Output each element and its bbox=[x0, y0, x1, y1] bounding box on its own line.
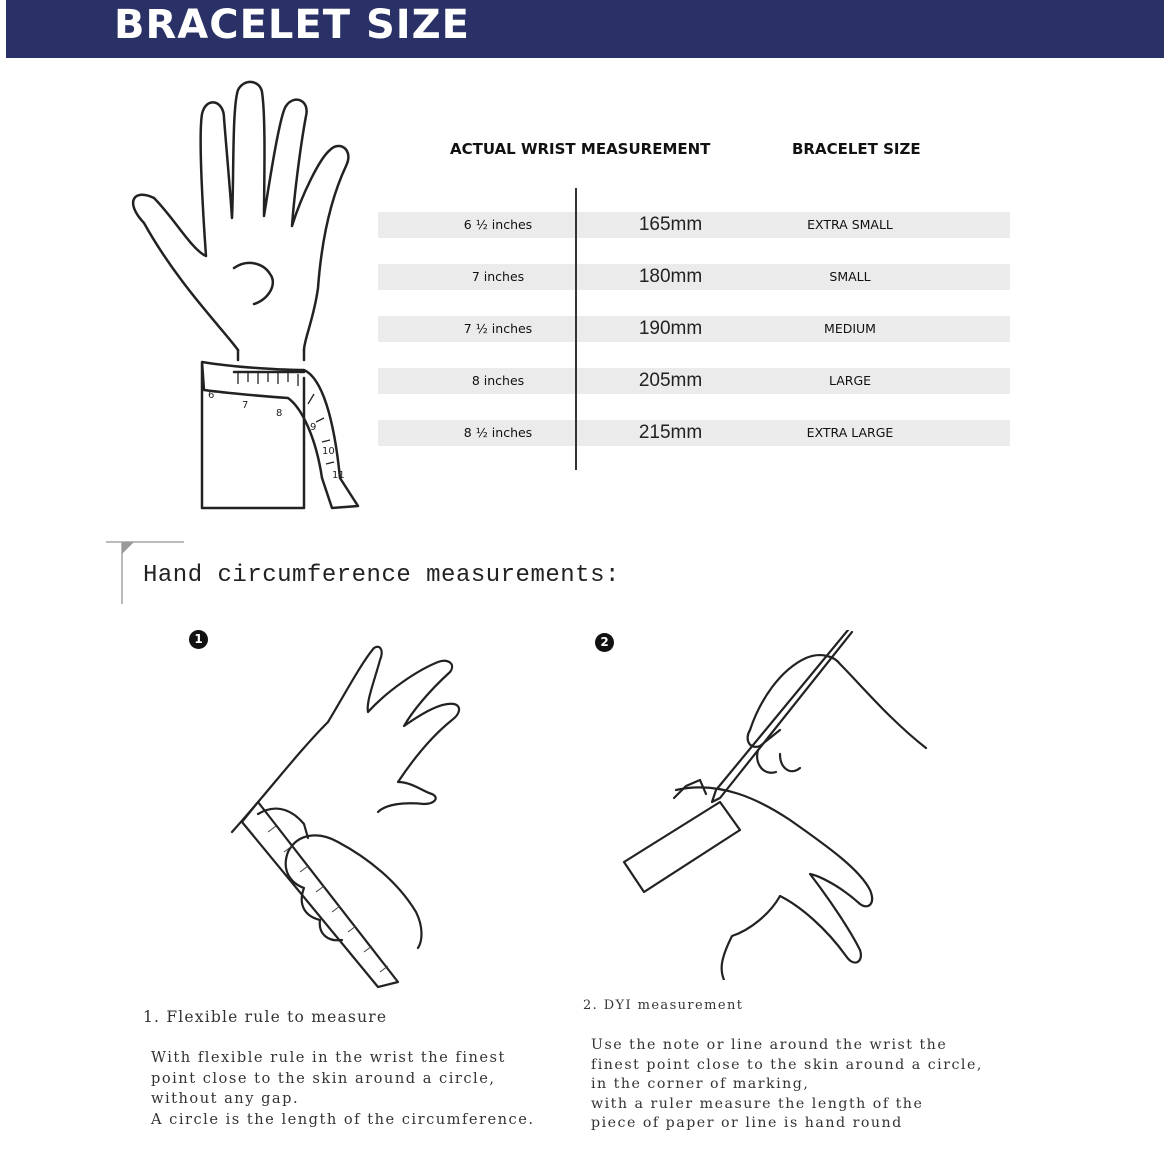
step-1-line: With flexible rule in the wrist the finest bbox=[151, 1049, 506, 1066]
table-row bbox=[378, 264, 1010, 290]
step-2-line: with a ruler measure the length of the bbox=[591, 1095, 924, 1112]
table-row bbox=[378, 316, 1010, 342]
column-header-wrist: ACTUAL WRIST MEASUREMENT bbox=[450, 140, 711, 158]
hand-tape-illustration bbox=[118, 78, 370, 518]
step-2-description bbox=[591, 1036, 983, 1134]
step-2-line: finest point close to the skin around a circle, bbox=[591, 1056, 983, 1073]
step-2-badge: 2 bbox=[595, 633, 614, 652]
cell-mm: 165mm bbox=[638, 214, 703, 235]
header-banner bbox=[6, 0, 1164, 58]
table-divider bbox=[575, 188, 577, 470]
cell-inches: 8 inches bbox=[471, 373, 525, 388]
cell-size: LARGE bbox=[828, 373, 872, 388]
cell-size: EXTRA SMALL bbox=[807, 217, 893, 232]
step-2-title: 2. DYI measurement bbox=[583, 998, 744, 1013]
step-2-line: piece of paper or line is hand round bbox=[591, 1115, 903, 1131]
step-1-title: 1. Flexible rule to measure bbox=[143, 1008, 388, 1026]
tape-number: 9 bbox=[310, 422, 317, 433]
cell-inches: 7 ½ inches bbox=[463, 321, 533, 336]
cell-size: MEDIUM bbox=[824, 321, 876, 336]
step-1-line: without any gap. bbox=[151, 1090, 300, 1107]
tape-number: 11 bbox=[332, 470, 345, 481]
step-1-line: point close to the skin around a circle, bbox=[151, 1069, 496, 1087]
tape-number: 6 bbox=[208, 390, 215, 401]
cell-inches: 8 ½ inches bbox=[463, 425, 533, 440]
cell-size: SMALL bbox=[829, 269, 871, 284]
cell-inches: 6 ½ inches bbox=[463, 217, 533, 232]
table-row bbox=[378, 212, 1010, 238]
page-title: BRACELET SIZE bbox=[114, 2, 470, 48]
step-1-line: A circle is the length of the circumference. bbox=[151, 1110, 535, 1128]
cell-mm: 180mm bbox=[638, 266, 703, 287]
tape-number: 7 bbox=[242, 400, 249, 411]
step-1-badge: 1 bbox=[189, 630, 208, 649]
cell-size: EXTRA LARGE bbox=[806, 425, 894, 440]
tape-number: 8 bbox=[276, 408, 283, 419]
paper-strip-illustration bbox=[620, 630, 930, 980]
cell-mm: 205mm bbox=[638, 370, 703, 391]
flexible-rule-illustration bbox=[228, 642, 468, 992]
cell-inches: 7 inches bbox=[471, 269, 525, 284]
section-title: Hand circumference measurements: bbox=[143, 562, 620, 589]
cell-mm: 215mm bbox=[638, 422, 703, 443]
cell-mm: 190mm bbox=[638, 318, 703, 339]
table-row bbox=[378, 368, 1010, 394]
column-header-size: BRACELET SIZE bbox=[792, 140, 921, 158]
tape-number: 10 bbox=[322, 446, 335, 457]
table-row bbox=[378, 420, 1010, 446]
step-2-line: in the corner of marking, bbox=[591, 1076, 810, 1092]
step-2-line: Use the note or line around the wrist the bbox=[591, 1037, 948, 1053]
step-1-description bbox=[151, 1048, 535, 1130]
